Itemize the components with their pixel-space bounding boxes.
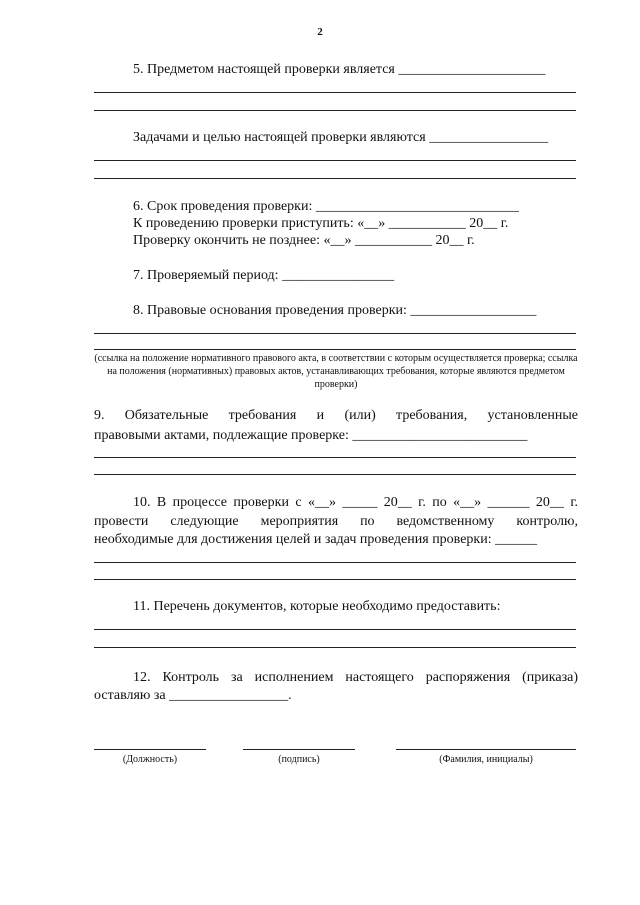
blank-line[interactable]	[94, 579, 576, 580]
item-10-line-1: 10. В процессе проверки с «__» _____ 20__ г. по «__» ______ 20__ г.	[133, 495, 578, 510]
item-8-legal-basis: 8. Правовые основания проведения проверки: __________________	[133, 303, 537, 318]
position-label: (Должность)	[122, 754, 178, 765]
signature-line[interactable]	[243, 749, 355, 750]
item-11-documents: 11. Перечень документов, которые необходимо предоставить:	[133, 599, 501, 614]
item-7-checked-period: 7. Проверяемый период: ________________	[133, 268, 395, 283]
item-5-subject: 5. Предметом настоящей проверки является _____________________	[133, 62, 546, 77]
item-10-line-2: провести следующие мероприятия по ведомственному контролю,	[94, 514, 578, 529]
blank-line[interactable]	[94, 110, 576, 111]
position-signature-line[interactable]	[94, 749, 206, 750]
item-6-start-date: К проведению проверки приступить: «__» ___________ 20__ г.	[133, 216, 509, 231]
blank-line[interactable]	[94, 160, 576, 161]
blank-line[interactable]	[94, 178, 576, 179]
signature-label: (подпись)	[278, 754, 320, 765]
blank-line[interactable]	[94, 457, 576, 458]
blank-line[interactable]	[94, 629, 576, 630]
name-signature-line[interactable]	[396, 749, 576, 750]
page-number: 2	[317, 26, 323, 38]
item-9-line-2: правовыми актами, подлежащие проверке: _________________________	[94, 428, 528, 443]
blank-line[interactable]	[94, 333, 576, 334]
item-8-footnote: (ссылка на положение нормативного правового акта, в соответствии с которым осуществляется проверка; ссылка на положения (нормативных) правовых актов, устанавливающих требования, которые являются предметом проверки)	[94, 353, 578, 390]
item-10-line-3: необходимые для достижения целей и задач проведения проверки: ______	[94, 532, 538, 547]
blank-line[interactable]	[94, 349, 576, 350]
item-12-line-2: оставляю за _________________.	[94, 688, 292, 703]
item-9-line-1: 9. Обязательные требования и (или) требования, установленные	[94, 408, 578, 423]
tasks-and-goals: Задачами и целью настоящей проверки являются _________________	[133, 130, 549, 145]
item-6-period: 6. Срок проведения проверки: _____________________________	[133, 199, 519, 214]
item-12-line-1: 12. Контроль за исполнением настоящего распоряжения (приказа)	[133, 670, 578, 685]
item-6-end-date: Проверку окончить не позднее: «__» ___________ 20__ г.	[133, 233, 475, 248]
blank-line[interactable]	[94, 562, 576, 563]
blank-line[interactable]	[94, 647, 576, 648]
blank-line[interactable]	[94, 92, 576, 93]
blank-line[interactable]	[94, 474, 576, 475]
name-label: (Фамилия, инициалы)	[439, 754, 533, 765]
